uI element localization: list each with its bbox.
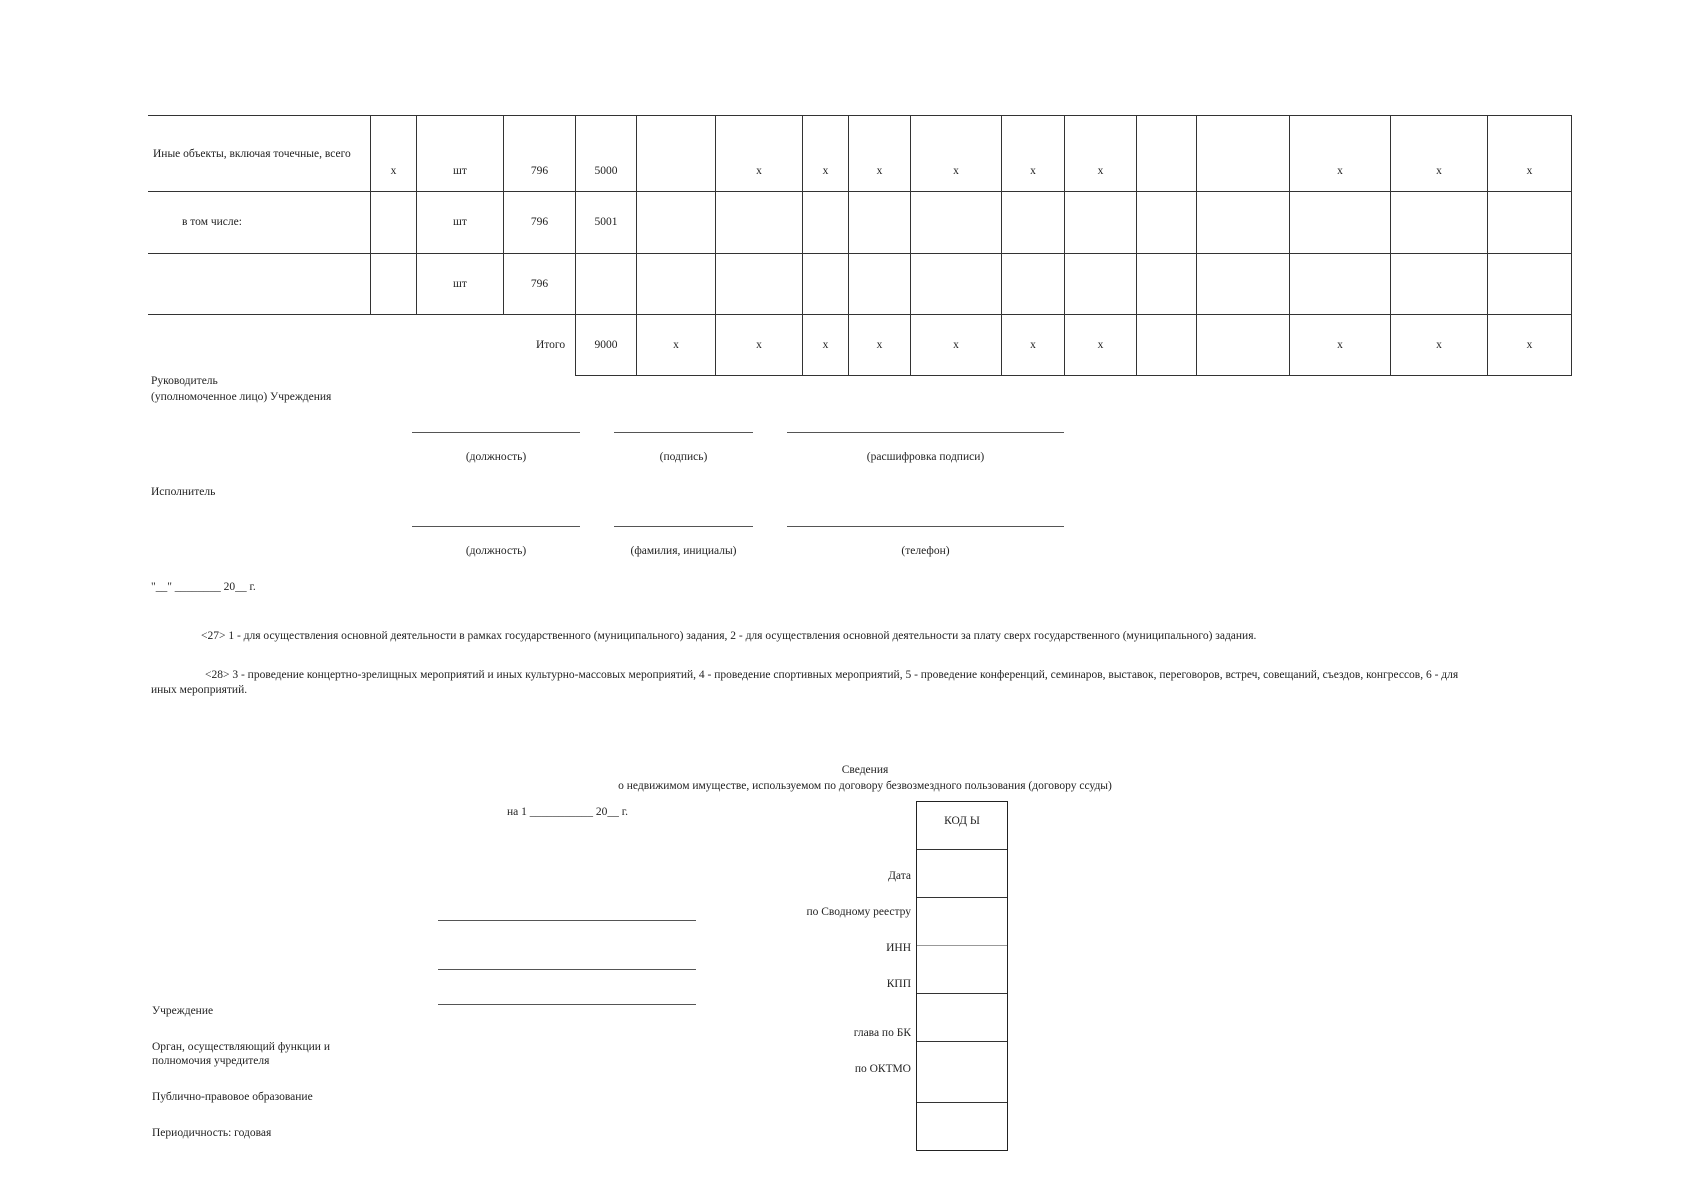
- caption: (телефон): [901, 545, 950, 557]
- row-okei: 796: [530, 165, 549, 177]
- date-line: "__" ________ 20__ г.: [151, 581, 256, 593]
- founder-name-line[interactable]: [438, 969, 696, 970]
- code-label-date: Дата: [888, 870, 911, 882]
- table-cell: x: [756, 165, 762, 177]
- founder-label: Орган, осуществляющий функции и: [152, 1041, 330, 1053]
- public-entity-label: Публично-правовое образование: [152, 1091, 313, 1103]
- periodicity-label: Периодичность: годовая: [152, 1127, 272, 1139]
- total-cell: x: [756, 339, 762, 351]
- total-cell: x: [1526, 339, 1533, 351]
- founder-label-cont: полномочия учредителя: [152, 1055, 270, 1067]
- code-label-inn: ИНН: [886, 942, 911, 954]
- table-cell: x: [1436, 165, 1442, 177]
- executor-position-line[interactable]: [412, 526, 580, 527]
- row-okei: 796: [530, 216, 549, 228]
- caption: (подпись): [659, 451, 708, 463]
- total-cell: x: [953, 339, 959, 351]
- table-cell: x: [822, 165, 829, 177]
- section-subtitle: о недвижимом имуществе, используемом по договору безвозмездного пользования (договору ссуды): [618, 780, 1112, 792]
- executor-label: Исполнитель: [151, 486, 216, 498]
- code-registry-field[interactable]: [917, 898, 1007, 945]
- total-cell: x: [822, 339, 829, 351]
- row-code: 5000: [594, 165, 618, 177]
- table-cell: x: [1097, 165, 1104, 177]
- row-unit: шт: [453, 278, 467, 290]
- total-cell: x: [876, 339, 883, 351]
- caption: (должность): [465, 451, 527, 463]
- row-name: в том числе:: [182, 216, 242, 228]
- table-cell: x: [876, 165, 883, 177]
- section-title: Сведения: [841, 764, 889, 776]
- public-entity-name-line[interactable]: [438, 1004, 696, 1005]
- head-position-line[interactable]: [412, 432, 580, 433]
- code-date-field[interactable]: [917, 850, 1007, 897]
- total-cell: x: [1337, 339, 1343, 351]
- code-oktmo-field[interactable]: [917, 1103, 1007, 1149]
- head-label: Руководитель: [151, 375, 218, 387]
- total-cell: x: [1436, 339, 1442, 351]
- code-kpp-field[interactable]: [917, 994, 1007, 1041]
- row-okei: 796: [530, 278, 549, 290]
- code-label-registry: по Сводному реестру: [806, 906, 911, 918]
- footnote-28-cont: иных мероприятий.: [151, 684, 248, 696]
- row-mark: x: [390, 165, 397, 177]
- code-bk-field[interactable]: [917, 1042, 1007, 1102]
- table-cell: x: [1030, 165, 1036, 177]
- codes-header: КОД Ы: [944, 815, 980, 827]
- executor-phone-line[interactable]: [787, 526, 1064, 527]
- total-label: Итого: [536, 339, 566, 351]
- table-cell: x: [1526, 165, 1533, 177]
- footnote-27: <27> 1 - для осуществления основной деятельности в рамках государственного (муниципального) задания, 2 - для осуществления основной деятельности за плату сверх государственного (муниципального) задания.: [201, 630, 1257, 642]
- executor-name-line[interactable]: [614, 526, 753, 527]
- head-label-sub: (уполномоченное лицо) Учреждения: [151, 391, 332, 403]
- total-cell: x: [673, 339, 679, 351]
- row-unit: шт: [453, 165, 467, 177]
- head-signature-line[interactable]: [614, 432, 753, 433]
- code-label-kpp: КПП: [886, 978, 911, 990]
- data-table: [0, 0, 1697, 400]
- code-inn-field[interactable]: [917, 946, 1007, 993]
- row-code: 5001: [594, 216, 618, 228]
- caption: (должность): [465, 545, 527, 557]
- table-cell: x: [1337, 165, 1343, 177]
- total-cell: x: [1030, 339, 1036, 351]
- code-label-oktmo: по ОКТМО: [854, 1063, 911, 1075]
- row-name: Иные объекты, включая точечные, всего: [153, 148, 351, 160]
- footnote-28: <28> 3 - проведение концертно-зрелищных мероприятий и иных культурно-массовых мероприятий, 4 - проведение спортивных мероприятий, 5 - проведение конференций, семинаров, выставок, переговоров, встреч, совещаний, съездов, конгрессов, 6 - для: [205, 669, 1459, 681]
- caption: (фамилия, инициалы): [630, 545, 737, 557]
- code-label-bk: глава по БК: [853, 1027, 911, 1039]
- total-cell: x: [1097, 339, 1104, 351]
- head-decode-line[interactable]: [787, 432, 1064, 433]
- institution-label: Учреждение: [152, 1005, 214, 1017]
- row-unit: шт: [453, 216, 467, 228]
- report-date: на 1 ___________ 20__ г.: [507, 806, 629, 818]
- institution-name-line[interactable]: [438, 920, 696, 921]
- caption: (расшифровка подписи): [866, 451, 985, 463]
- total-code: 9000: [594, 339, 618, 351]
- table-cell: x: [953, 165, 959, 177]
